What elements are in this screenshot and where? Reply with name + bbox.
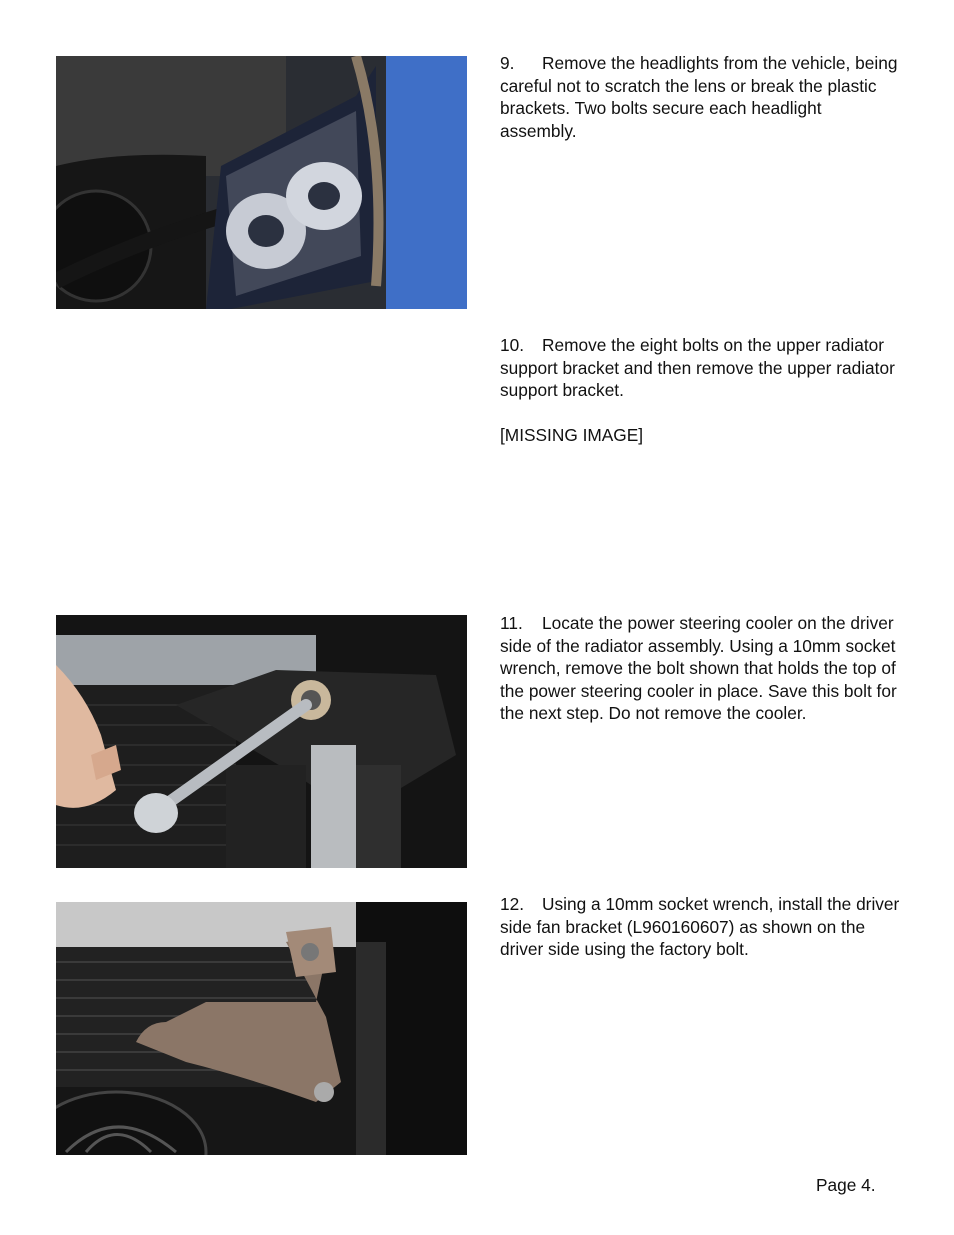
fan-bracket-photo [56,902,467,1155]
step-12-number: 12. [500,894,525,914]
missing-image-note: [MISSING IMAGE] [500,425,644,445]
step-12-text: Using a 10mm socket wrench, install the driver side fan bracket (L960160607) as shown on the driver side using the factory bolt. [500,894,900,960]
step-9 [500,52,900,142]
step-9-number: 9. [500,53,515,73]
step-12 [500,893,900,961]
step-11 [500,612,900,725]
step-9-text: Remove the headlights from the vehicle, being careful not to scratch the lens or break the plastic brackets. Two bolts secure each headlight assembly. [500,53,898,141]
step-11-number: 11. [500,613,523,633]
step-10 [500,334,900,402]
headlight-photo [56,56,467,309]
cooler-bolt-photo [56,615,467,868]
step-10-text: Remove the eight bolts on the upper radiator support bracket and then remove the upper radiator support bracket. [500,335,895,401]
step-11-text: Locate the power steering cooler on the driver side of the radiator assembly. Using a 10mm socket wrench, remove the bolt shown that holds the top of the power steering cooler in place. Save this bolt for the next step. Do not remove the cooler. [500,613,897,724]
page-number: Page 4. [816,1175,876,1195]
step-10-number: 10. [500,335,525,355]
